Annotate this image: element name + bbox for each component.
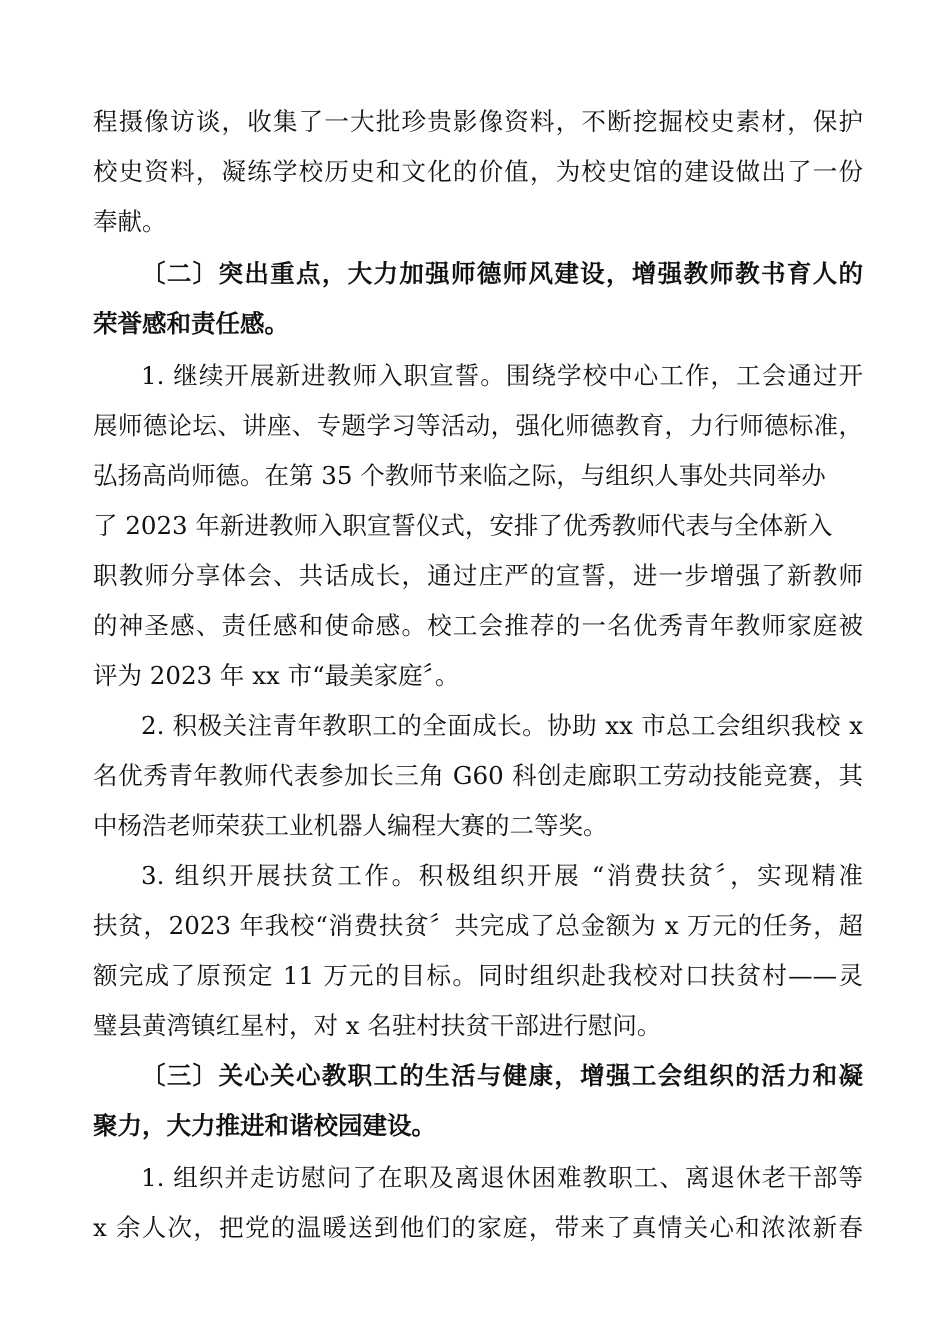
text-line: 的神圣感、责任感和使命感。校工会推荐的一名优秀青年教师家庭被 [93, 611, 863, 640]
text-line: 1. 继续开展新进教师入职宣誓。围绕学校中心工作，工会通过开 [141, 361, 863, 390]
text-line: 璧县黄湾镇红星村，对 x 名驻村扶贫干部进行慰问。 [93, 1011, 662, 1040]
text-line: 1. 组织并走访慰问了在职及离退休困难教职工、离退休老干部等 [141, 1163, 863, 1192]
text-line: x 余人次，把党的温暖送到他们的家庭，带来了真情关心和浓浓新春 [93, 1213, 863, 1242]
text-line: 职教师分享体会、共话成长，通过庄严的宣誓，进一步增强了新教师 [93, 561, 863, 590]
text-line: 奉献。 [93, 207, 167, 236]
text-line: 弘扬高尚师德。在第 35 个教师节来临之际，与组织人事处共同举办 [93, 461, 826, 490]
text-line: 3. 组织开展扶贫工作。积极组织开展 “消费扶贫〞，实现精准 [141, 861, 863, 890]
text-line: 校史资料，凝练学校历史和文化的价值，为校史馆的建设做出了一份 [93, 157, 863, 186]
section-heading: 〔二〕突出重点，大力加强师德师风建设，增强教师教书育人的 [141, 259, 863, 288]
text-line: 展师德论坛、讲座、专题学习等活动，强化师德教育，力行师德标准， [93, 411, 863, 440]
text-line: 额完成了原预定 11 万元的目标。同时组织赴我校对口扶贫村——灵 [93, 961, 863, 990]
text-line: 了 2023 年新进教师入职宣誓仪式，安排了优秀教师代表与全体新入 [93, 511, 833, 540]
section-heading: 荣誉感和责任感。 [93, 309, 289, 338]
section-heading: 聚力，大力推进和谐校园建设。 [93, 1111, 436, 1140]
text-line: 扶贫，2023 年我校“消费扶贫〞共完成了总金额为 x 万元的任务，超 [93, 911, 863, 940]
text-line: 名优秀青年教师代表参加长三角 G60 科创走廊职工劳动技能竞赛，其 [93, 761, 863, 790]
text-line: 程摄像访谈，收集了一大批珍贵影像资料，不断挖掘校史素材，保护 [93, 107, 863, 136]
text-line: 2. 积极关注青年教职工的全面成长。协助 xx 市总工会组织我校 x [141, 711, 863, 740]
text-line: 中杨浩老师荣获工业机器人编程大赛的二等奖。 [93, 811, 608, 840]
section-heading: 〔三〕关心关心教职工的生活与健康，增强工会组织的活力和凝 [141, 1061, 863, 1090]
text-line: 评为 2023 年 xx 市“最美家庭〞。 [93, 661, 460, 690]
